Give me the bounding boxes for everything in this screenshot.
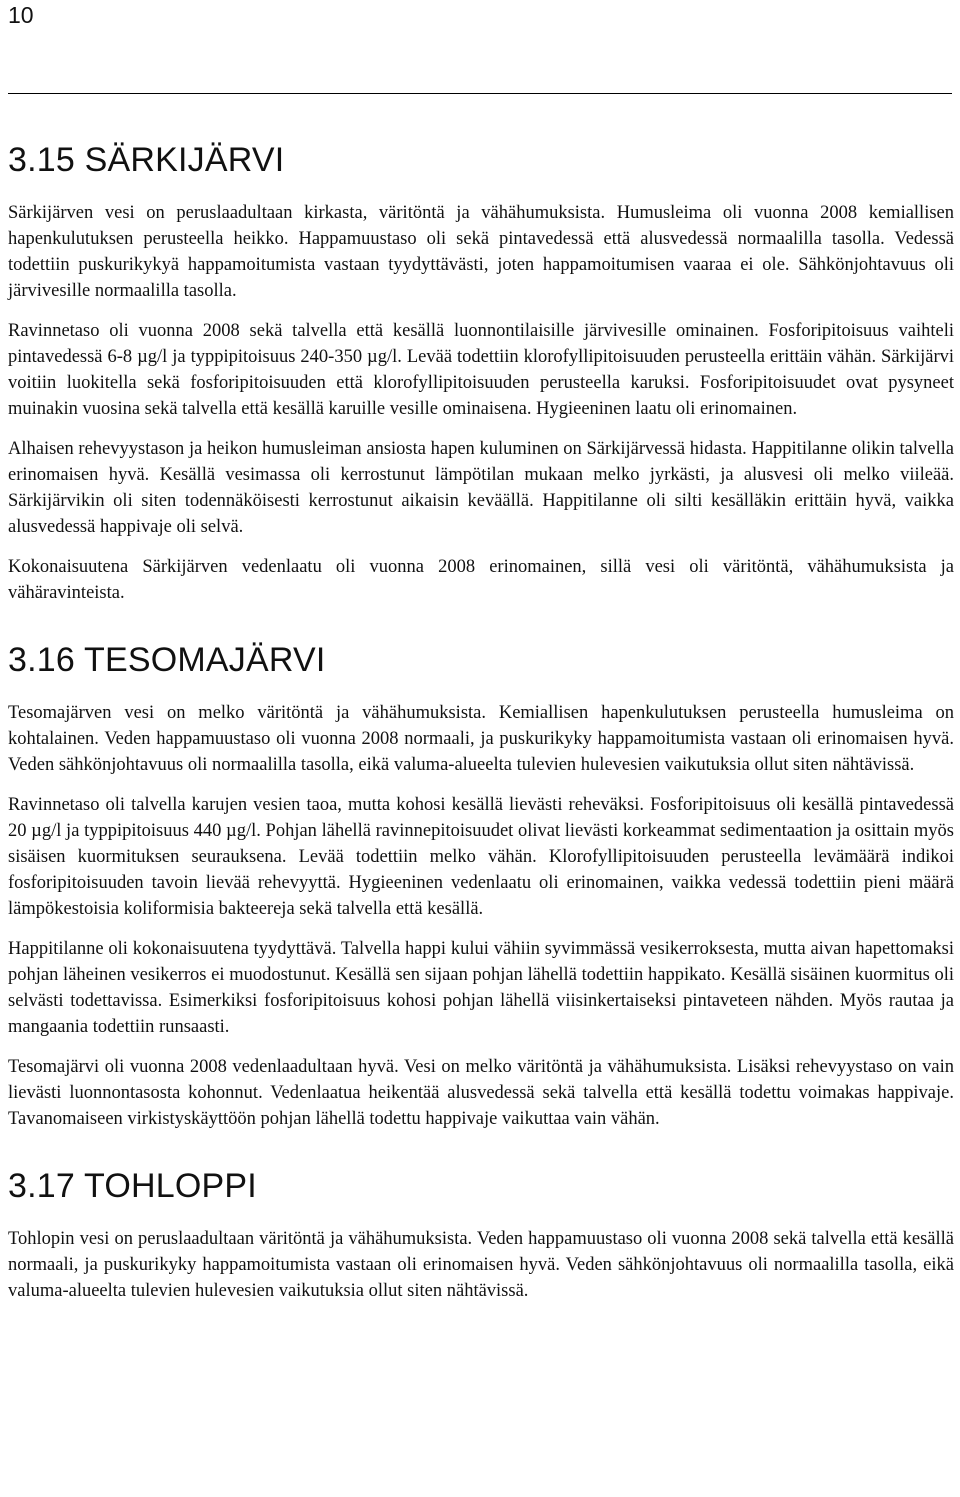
document-body (8, 140, 954, 1318)
paragraph: Ravinnetaso oli talvella karujen vesien taoa, mutta kohosi kesällä lievästi reheväksi. Fosforipitoisuus oli kesällä pintavedessä 20 µg/l ja typpipitoisuus 440 µg/l. Pohjan lähellä ravinnepitoisuudet olivat lievästi korkeammat sedimentaation ja osittain myös sisäisen kuormituksen seurauksena. Levää todettiin melko vähän. Klorofyllipitoisuuden perusteella levämäärä indikoi fosforipitoisuuden tavoin lievää rehevyyttä. Hygieeninen vedenlaatu oli erinomainen, vaikka vedessä todettiin pieni määrä lämpökestoisia koliformisia bakteereja sekä talvella että kesällä. (8, 795, 954, 919)
header-divider (8, 93, 952, 94)
paragraph: Kokonaisuutena Särkijärven vedenlaatu oli vuonna 2008 erinomainen, sillä vesi oli väritöntä, vähähumuksista ja vähäravinteista. (8, 557, 954, 603)
paragraph: Alhaisen rehevyystason ja heikon humusleiman ansiosta hapen kuluminen on Särkijärvessä hidasta. Happitilanne olikin talvella erinomaisen hyvä. Kesällä vesimassa oli kerrostunut lämpötilan mukaan melko jyrkästi, ja alusvesi oli melko viileää. Särkijärvikin oli siten todennäköisesti kerrostunut aikaisin keväällä. Happitilanne oli silti kesälläkin erittäin hyvä, vaikka alusvedessä happivaje oli selvä. (8, 439, 954, 537)
section-tohloppi (8, 1166, 954, 1304)
paragraph: Tesomajärvi oli vuonna 2008 vedenlaadultaan hyvä. Vesi on melko väritöntä ja vähähumuksista. Lisäksi rehevyystaso on vain lievästi luonnontasosta kohonnut. Vedenlaatua heikentää alusvedessä sekä talvella että kesällä todettu voimakas happivaje. Tavanomaiseen virkistyskäyttöön pohjan lähellä todettu happivaje vaikuttaa vain vähän. (8, 1057, 954, 1129)
paragraph: Ravinnetaso oli vuonna 2008 sekä talvella että kesällä luonnontilaisille järvivesille ominainen. Fosforipitoisuus vaihteli pintavedessä 6-8 µg/l ja typpipitoisuus 240-350 µg/l. Levää todettiin klorofyllipitoisuuden perusteella erittäin vähän. Särkijärvi voitiin luokitella sekä fosforipitoisuuden että klorofyllipitoisuuden perusteella karuksi. Fosforipitoisuudet ovat pysyneet muinakin vuosina sekä talvella että kesällä karuille vesille ominaisena. Hygieeninen laatu oli erinomainen. (8, 321, 954, 419)
section-sarkijarvi (8, 140, 954, 606)
page-number: 10 (8, 2, 34, 28)
paragraph: Särkijärven vesi on peruslaadultaan kirkasta, väritöntä ja vähähumuksista. Humusleima oli vuonna 2008 kemiallisen hapenkulutuksen perusteella heikko. Happamuustaso oli sekä pintavedessä että alusvedessä normaalilla tasolla. Vedessä todettiin puskurikykyä happamoitumista vastaan tyydyttävästi, joten happamoitumisen vaaraa ei ole. Sähkönjohtavuus oli järvivesille normaalilla tasolla. (8, 203, 954, 301)
section-heading: 3.15 SÄRKIJÄRVI (8, 141, 285, 179)
section-heading: 3.16 TESOMAJÄRVI (8, 641, 326, 679)
paragraph: Tohlopin vesi on peruslaadultaan väritöntä ja vähähumuksista. Veden happamuustaso oli vuonna 2008 sekä talvella että kesällä normaali, ja puskurikyky happamoitumista vastaan oli erinomaisen hyvä. Veden sähkönjohtavuus oli normaalilla tasolla, eikä valuma-alueelta tulevien hulevesien vaikutuksia ollut siten nähtävissä. (8, 1229, 954, 1301)
paragraph: Happitilanne oli kokonaisuutena tyydyttävä. Talvella happi kului vähiin syvimmässä vesikerroksesta, mutta aivan hapettomaksi pohjan läheinen vesikerros ei muodostunut. Kesällä sen sijaan pohjan lähellä todettiin happikato. Kesällä sisäinen kuormitus oli selvästi todettavissa. Esimerkiksi fosforipitoisuus kohosi pohjan lähellä viisinkertaiseksi pintaveteen nähden. Myös rautaa ja mangaania todettiin runsaasti. (8, 939, 954, 1037)
section-heading: 3.17 TOHLOPPI (8, 1167, 257, 1205)
section-tesomajarvi (8, 640, 954, 1132)
paragraph: Tesomajärven vesi on melko väritöntä ja vähähumuksista. Kemiallisen hapenkulutuksen perusteella humusleima on kohtalainen. Veden happamuustaso oli vuonna 2008 normaali, ja puskurikyky happamoitumista vastaan oli erinomaisen hyvä. Veden sähkönjohtavuus oli normaalilla tasolla, eikä valuma-alueelta tulevien hulevesien vaikutuksia ollut siten nähtävissä. (8, 703, 954, 775)
